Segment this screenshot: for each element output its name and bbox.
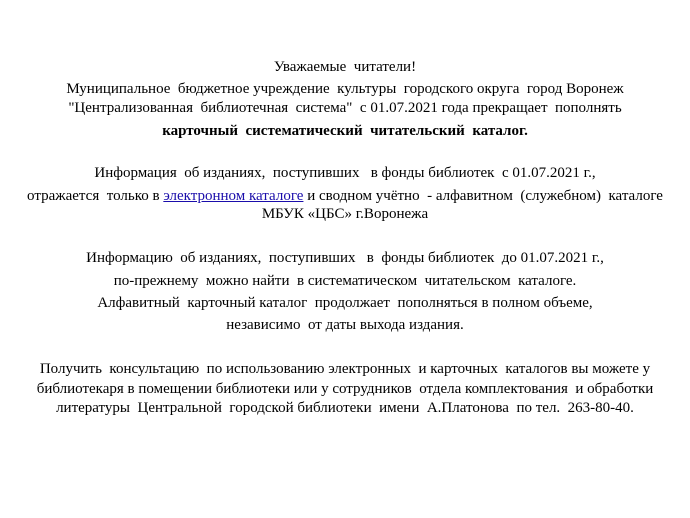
p4-line-2: библиотекаря в помещении библиотеки или у сотрудников отдела комплектования и обработки	[36, 381, 654, 397]
p1-line-3-bold: карточный систематический читательский каталог.	[162, 123, 528, 139]
p3-line-2: по-прежнему можно найти в систематическом читательском каталоге.	[113, 273, 577, 289]
notice-greeting: Уважаемые читатели!	[273, 59, 417, 75]
p3-line-1: Информацию об изданиях, поступивших в фонды библиотек до 01.07.2021 г.,	[86, 250, 604, 266]
electronic-catalog-link[interactable]: электронном каталоге	[163, 188, 304, 204]
p2-line-1: Информация об изданиях, поступивших в фонды библиотек с 01.07.2021 г.,	[94, 165, 596, 181]
p4-line-3: литературы Центральной городской библиотеки имени А.Платонова по тел. 263-80-40.	[56, 400, 634, 416]
p1-line-2: "Централизованная библиотечная система" с 01.07.2021 года прекращает пополнять	[68, 100, 622, 116]
p2-line-2	[0, 187, 690, 205]
p3-line-4: независимо от даты выхода издания.	[226, 317, 464, 333]
p1-line-1: Муниципальное бюджетное учреждение культуры городского округа город Воронеж	[66, 81, 624, 97]
p2-line-3: МБУК «ЦБС» г.Воронежа	[261, 206, 429, 222]
p4-line-1: Получить консультацию по использованию электронных и карточных каталогов вы можете у	[39, 361, 651, 377]
p3-line-3: Алфавитный карточный каталог продолжает пополняться в полном объеме,	[97, 295, 593, 311]
p2-line-2-prefix: отражается только в	[27, 188, 164, 204]
p2-line-2-suffix: и сводном учётно - алфавитном (служебном) каталоге	[303, 188, 663, 204]
